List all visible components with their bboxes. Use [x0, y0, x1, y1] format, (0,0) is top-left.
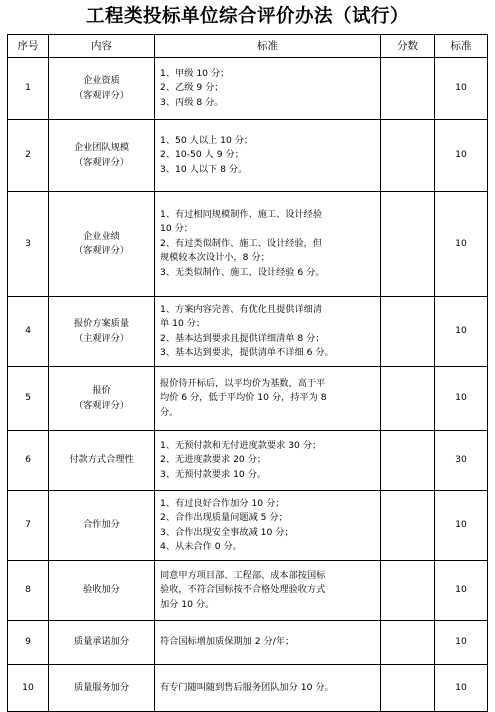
content-line: 企业资质 [83, 75, 120, 86]
standard-line: 均价 6 分，低于平均价 10 分，持平为 8 [160, 392, 327, 404]
standard-line: 1、有过良好合作加分 10 分； [160, 497, 285, 509]
row-score-cell[interactable] [381, 367, 435, 431]
row-content [49, 561, 155, 621]
row-number: 7 [8, 491, 49, 561]
standard-line: 2、基本达到要求且提供详细清单 8 分； [160, 332, 325, 344]
row-number: 9 [8, 621, 49, 665]
standard-line: 1、甲级 10 分； [160, 67, 230, 79]
standard-line: 1、方案内容完善、有优化且提供详细清 [160, 303, 323, 315]
row-number: 6 [8, 431, 49, 491]
header-score: 分数 [381, 35, 435, 58]
content-line: 报价 [92, 385, 111, 396]
table-row [8, 297, 488, 367]
standard-line: 2、合作出现质量问题减 5 分； [160, 512, 288, 523]
table-row [8, 120, 488, 192]
row-score-cell[interactable] [381, 120, 435, 192]
content-line: （客观评分） [73, 245, 130, 256]
content-line: （客观评分） [73, 89, 130, 101]
row-score-cell[interactable] [381, 192, 435, 297]
header-max-score: 标准 [435, 35, 488, 58]
row-max-score: 10 [435, 120, 488, 192]
standard-line: 加分 10 分。 [160, 598, 215, 610]
table-row [8, 431, 488, 491]
row-content [49, 665, 155, 712]
row-max-score: 10 [435, 297, 488, 367]
row-number: 1 [8, 58, 49, 120]
row-score-cell[interactable] [381, 621, 435, 665]
header-standard: 标准 [155, 35, 381, 58]
content-line: 付款方式合理性 [69, 454, 134, 466]
row-content [49, 120, 155, 192]
standard-line: 3、基本达到要求，提供清单不详细 6 分。 [160, 347, 334, 358]
row-standard [155, 120, 381, 192]
table-row [8, 58, 488, 120]
table-row [8, 192, 488, 297]
row-number: 2 [8, 120, 49, 192]
row-max-score: 10 [435, 367, 488, 431]
table-row [8, 621, 488, 665]
standard-line: 3、合作出现安全事故减 10 分； [160, 526, 294, 538]
row-standard [155, 621, 381, 665]
standard-line: 10 分； [160, 223, 193, 235]
standard-line: 1、50 人以上 10 分； [160, 134, 254, 146]
standard-line: 验收，不符合国标按不合格处理验收方式 [160, 584, 326, 596]
document-title: 工程类投标单位综合评价办法（试行） [85, 6, 409, 27]
row-content [49, 621, 155, 665]
row-score-cell[interactable] [381, 561, 435, 621]
row-content [49, 192, 155, 297]
content-line: （客观评分） [73, 399, 130, 411]
row-max-score: 30 [435, 431, 488, 491]
content-line: （客观评分） [73, 156, 130, 168]
table-row [8, 665, 488, 712]
content-line: 企业业绩 [83, 230, 120, 242]
standard-line: 分。 [160, 406, 179, 418]
row-score-cell[interactable] [381, 491, 435, 561]
row-score-cell[interactable] [381, 297, 435, 367]
row-standard [155, 192, 381, 297]
table-row [8, 367, 488, 431]
content-line: 质量服务加分 [73, 681, 130, 693]
header-row [8, 35, 488, 58]
standard-line: 3、10 人以下 8 分。 [160, 163, 248, 175]
row-standard [155, 431, 381, 491]
standard-line: 报价待开标后，以平均价为基数，高于平 [160, 377, 326, 389]
row-number: 8 [8, 561, 49, 621]
standard-line: 2、乙级 9 分； [160, 82, 224, 94]
row-standard [155, 367, 381, 431]
standard-line: 单 10 分； [160, 318, 206, 329]
table-row [8, 491, 488, 561]
row-score-cell[interactable] [381, 431, 435, 491]
row-content [49, 367, 155, 431]
row-number: 3 [8, 192, 49, 297]
row-max-score: 10 [435, 58, 488, 120]
row-content [49, 58, 155, 120]
row-max-score: 10 [435, 491, 488, 561]
row-standard [155, 297, 381, 367]
content-line: 企业团队规模 [73, 142, 130, 153]
row-content [49, 431, 155, 491]
row-max-score: 10 [435, 192, 488, 297]
standard-line: 符合国标增加质保期加 2 分/年； [160, 636, 295, 648]
standard-line: 同意甲方项目部、工程部、成本部按国标 [160, 569, 326, 581]
header-no: 序号 [8, 35, 49, 58]
row-standard [155, 58, 381, 120]
standard-line: 4、从未合作 0 分。 [160, 541, 242, 552]
content-line: 合作加分 [83, 519, 120, 531]
content-line: 验收加分 [83, 584, 120, 596]
content-line: （主观评分） [73, 332, 130, 344]
standard-line: 3、无类似制作、施工、设计经验 6 分。 [160, 266, 325, 278]
table-row [8, 561, 488, 621]
standard-line: 1、有过相同规模制作、施工、设计经验 [160, 208, 323, 220]
standard-line: 有专门随叫随到售后服务团队加分 10 分。 [160, 681, 334, 693]
row-content [49, 297, 155, 367]
standard-line: 3、无预付款要求 10 分。 [160, 468, 267, 480]
row-max-score: 10 [435, 665, 488, 712]
standard-line: 2、无进度款要求 20 分； [160, 454, 267, 466]
content-line: 报价方案质量 [73, 318, 130, 329]
standard-line: 2、10-50 人 9 分； [160, 149, 244, 161]
standard-line: 3、丙级 8 分。 [160, 96, 224, 108]
row-content [49, 491, 155, 561]
row-standard [155, 491, 381, 561]
evaluation-table [7, 34, 488, 712]
row-score-cell[interactable] [381, 665, 435, 712]
row-number: 5 [8, 367, 49, 431]
row-score-cell[interactable] [381, 58, 435, 120]
row-max-score: 10 [435, 561, 488, 621]
row-max-score: 10 [435, 621, 488, 665]
standard-line: 2、有过类似制作、施工、设计经验，但 [160, 237, 323, 249]
header-content: 内容 [49, 35, 155, 58]
row-standard [155, 665, 381, 712]
row-number: 10 [8, 665, 49, 712]
content-line: 质量承诺加分 [73, 636, 130, 648]
row-number: 4 [8, 297, 49, 367]
standard-line: 1、无预付款和无付进度款要求 30 分； [160, 439, 322, 451]
row-standard [155, 561, 381, 621]
standard-line: 规模较本次设计小，8 分； [160, 252, 270, 264]
